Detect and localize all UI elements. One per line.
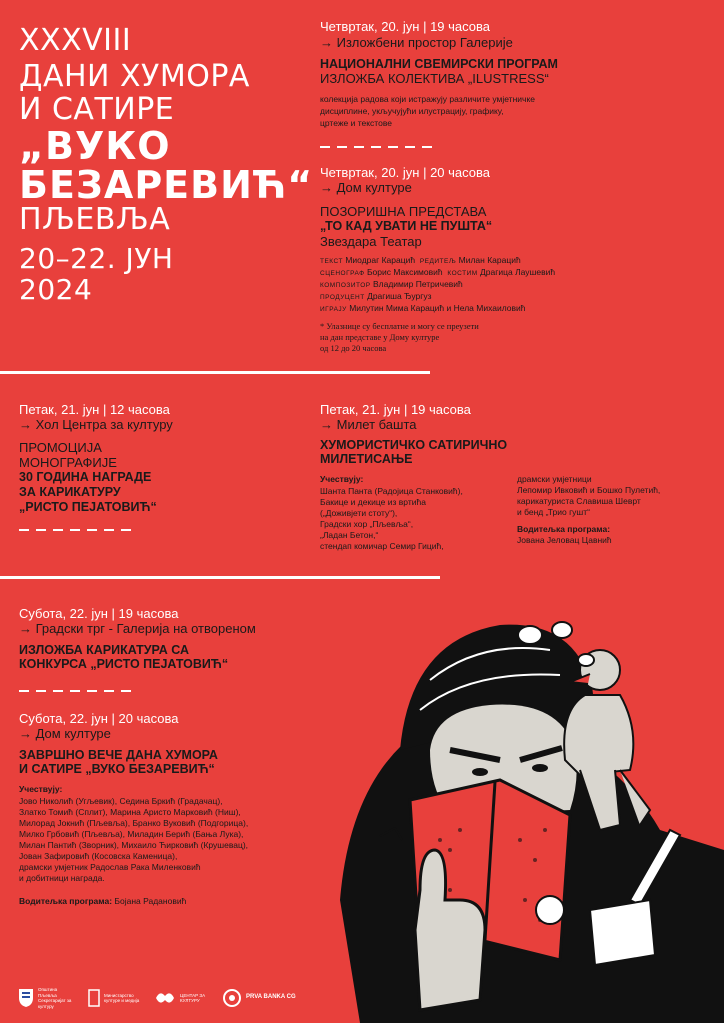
section-rule xyxy=(0,576,440,579)
sponsor-1-line-1: Општина Пљевља xyxy=(38,987,58,998)
festival-year: 2024 xyxy=(19,273,93,306)
sponsor-culture-center xyxy=(154,988,208,1008)
divider-dash xyxy=(19,690,137,692)
ticket-note-3: од 12 до 20 часова xyxy=(320,343,387,353)
event-4-where: → Милет башта xyxy=(320,417,417,432)
participant: Јово Николић (Угљевик), Седина Бркић (Градачац), xyxy=(19,796,223,806)
event-6-where: → Дом културе xyxy=(19,726,111,741)
credit-row xyxy=(320,303,526,315)
event-2-where: → Дом културе xyxy=(320,180,412,195)
participant: Милан Пантић (Зворник), Михаило Ћирковић (Крушевац), xyxy=(19,840,249,850)
event-5-when: Субота, 22. јун | 19 часова xyxy=(19,606,179,621)
event-3-heading-5: „РИСТО ПЕЈАТОВИЋ“ xyxy=(19,500,157,514)
sponsor-bank xyxy=(222,988,296,1008)
ministry-emblem-icon xyxy=(88,988,100,1008)
sponsor-4-text: PRVA BANKA CG xyxy=(246,994,296,1001)
event-6-participants-label: Учествују: xyxy=(19,784,63,794)
event-3-heading-3: 30 ГОДИНА НАГРАДЕ xyxy=(19,470,152,484)
credit-row xyxy=(320,267,555,279)
event-1-desc-1: колекција радова који истражују различите умјетничке xyxy=(320,94,535,104)
event-4-when: Петак, 21. јун | 19 часова xyxy=(320,402,471,417)
participant: „Ладан Бетон,“ xyxy=(320,530,379,540)
event-1-desc-2: дисциплине, укључујући илустрацију, графику, xyxy=(320,106,504,116)
credit-label: РЕДИТЕЉ xyxy=(419,258,457,265)
credit-label: КОСТИМ xyxy=(447,270,478,277)
divider-dash xyxy=(320,146,438,148)
event-5-heading-2: КОНКУРСА „РИСТО ПЕЈАТОВИЋ“ xyxy=(19,657,229,671)
caricature-illustration xyxy=(300,600,724,1023)
credit-row xyxy=(320,291,432,303)
city-name: ПЉЕВЉА xyxy=(19,202,171,237)
credit-label: ПРОДУЦЕНТ xyxy=(320,294,365,301)
credit-value: Миодраг Карацић xyxy=(345,255,416,265)
event-6-host-label: Водитељка програма: xyxy=(19,896,113,906)
culture-center-logo-icon xyxy=(154,988,176,1008)
event-6-host-row xyxy=(19,896,186,907)
coat-of-arms-icon xyxy=(18,988,34,1008)
festival-dates: 20–22. ЈУН xyxy=(19,242,174,275)
ticket-note-1: * Улазнице су бесплатне и могу се преузети xyxy=(320,321,479,331)
festival-name-2: БЕЗАРЕВИЋ“ xyxy=(19,163,314,207)
participant: Градски хор „Пљевља“, xyxy=(320,519,414,529)
credit-label: ИГРАЈУ xyxy=(320,306,347,313)
event-6-heading-2: И САТИРЕ „ВУКО БЕЗАРЕВИЋ“ xyxy=(19,762,215,776)
event-6-participants xyxy=(19,796,299,884)
event-1-heading-1: НАЦИОНАЛНИ СВЕМИРСКИ ПРОГРАМ xyxy=(320,57,558,71)
festival-line-2: И САТИРЕ xyxy=(19,92,175,127)
event-4-participants-label: Учествују: xyxy=(320,474,364,484)
event-4-heading-1: ХУМОРИСТИЧКО САТИРИЧНО xyxy=(320,438,508,452)
sponsor-municipality xyxy=(18,987,74,1009)
sponsor-3-text: ЦЕНТАР ЗА КУЛТУРУ xyxy=(180,992,206,1003)
event-6-host: Бојана Радановић xyxy=(114,896,187,906)
event-3-heading-2: МОНОГРАФИЈЕ xyxy=(19,455,117,470)
participant: Милорад Јокнић (Пљевља), Бранко Вуковић (Подгорица), xyxy=(19,818,249,828)
participant: Шанта Панта (Радојица Станковић), xyxy=(320,486,463,496)
participant: и добитници награда. xyxy=(19,873,105,883)
credit-label: КОМПОЗИТОР xyxy=(320,282,371,289)
event-4-host-label: Водитељка програма: xyxy=(517,524,611,534)
participant: Јован Зафировић (Косовска Каменица), xyxy=(19,851,178,861)
participant: драмски умјетници xyxy=(517,474,592,484)
event-1-when: Четвртак, 20. јун | 19 часова xyxy=(320,19,491,34)
participant: стендап комичар Семир Гицић, xyxy=(320,541,444,551)
sponsor-ministry xyxy=(88,988,140,1008)
credit-value: Драгица Лаушевић xyxy=(480,267,556,277)
festival-line-1: ДАНИ ХУМОРА xyxy=(19,59,250,94)
event-3-heading-1: ПРОМОЦИЈА xyxy=(19,440,102,455)
event-2-when: Четвртак, 20. јун | 20 часова xyxy=(320,165,491,180)
credit-value: Драгиша Ђургуз xyxy=(367,291,432,301)
credit-label: СЦЕНОГРАФ xyxy=(320,270,365,277)
event-4-host: Јована Јеловац Цавнић xyxy=(517,535,612,545)
event-4-col-1 xyxy=(320,486,515,552)
event-4-heading-2: МИЛЕТИСАЊЕ xyxy=(320,452,413,466)
sponsor-1-line-2: Секретаријат за културу xyxy=(38,998,72,1009)
credit-label: ТЕКСТ xyxy=(320,258,343,265)
event-2-heading-2: „ТО КАД УВАТИ НЕ ПУШТА“ xyxy=(320,219,493,233)
event-3-heading-4: ЗА КАРИКАТУРУ xyxy=(19,485,121,499)
participant: карикатуриста Славиша Шеврт xyxy=(517,496,641,506)
participant: Бакице и декице из вртића xyxy=(320,497,426,507)
event-5-where: → Градски трг - Галерија на отвореном xyxy=(19,621,256,636)
bank-logo-icon xyxy=(222,988,242,1008)
event-5-heading-1: ИЗЛОЖБА КАРИКАТУРА СА xyxy=(19,643,190,657)
credit-value: Борис Максимовић xyxy=(366,267,443,277)
sponsor-1-text xyxy=(38,987,74,1009)
event-2-theatre: Звездара Театар xyxy=(320,234,422,249)
event-2-heading-1: ПОЗОРИШНА ПРЕДСТАВА xyxy=(320,204,487,219)
participant: („Доживјети стоту“), xyxy=(320,508,398,518)
event-1-desc-3: цртеже и текстове xyxy=(320,118,392,128)
credit-row xyxy=(320,279,463,291)
credit-value: Владимир Петричевић xyxy=(372,279,463,289)
event-3-when: Петак, 21. јун | 12 часова xyxy=(19,402,170,417)
event-4-col-2 xyxy=(517,474,717,546)
event-3-where: → Хол Центра за културу xyxy=(19,417,173,432)
festival-name-1: „ВУКО xyxy=(19,124,171,168)
participant: и бенд „Трио гушт“ xyxy=(517,507,590,517)
participant: Златко Томић (Сплит), Марина Аристо Марковић (Ниш), xyxy=(19,807,241,817)
ticket-note-2: на дан представе у Дому културе xyxy=(320,332,440,342)
divider-dash xyxy=(19,529,137,531)
credit-value: Милутин Мима Карацић и Нела Михаиловић xyxy=(349,303,526,313)
participant: драмски умјетник Радослав Рака Миленковић xyxy=(19,862,201,872)
event-6-heading-1: ЗАВРШНО ВЕЧЕ ДАНА ХУМОРА xyxy=(19,748,218,762)
event-1-where: → Изложбени простор Галерије xyxy=(320,35,513,50)
event-6-when: Субота, 22. јун | 20 часова xyxy=(19,711,179,726)
event-1-heading-2: ИЗЛОЖБА КОЛЕКТИВА „ILUSTRESS“ xyxy=(320,71,549,86)
participant: Лепомир Ивковић и Бошко Пулетић, xyxy=(517,485,661,495)
sponsor-logos xyxy=(18,987,296,1009)
sponsor-2-text: Министарство културе и медија xyxy=(104,992,140,1003)
credit-value: Милан Карацић xyxy=(458,255,521,265)
credit-row xyxy=(320,255,521,267)
participant: Милко Грбовић (Пљевља), Миладин Берић (Бања Лука), xyxy=(19,829,244,839)
section-rule xyxy=(0,371,430,374)
edition-number: XXXVIII xyxy=(19,23,132,58)
